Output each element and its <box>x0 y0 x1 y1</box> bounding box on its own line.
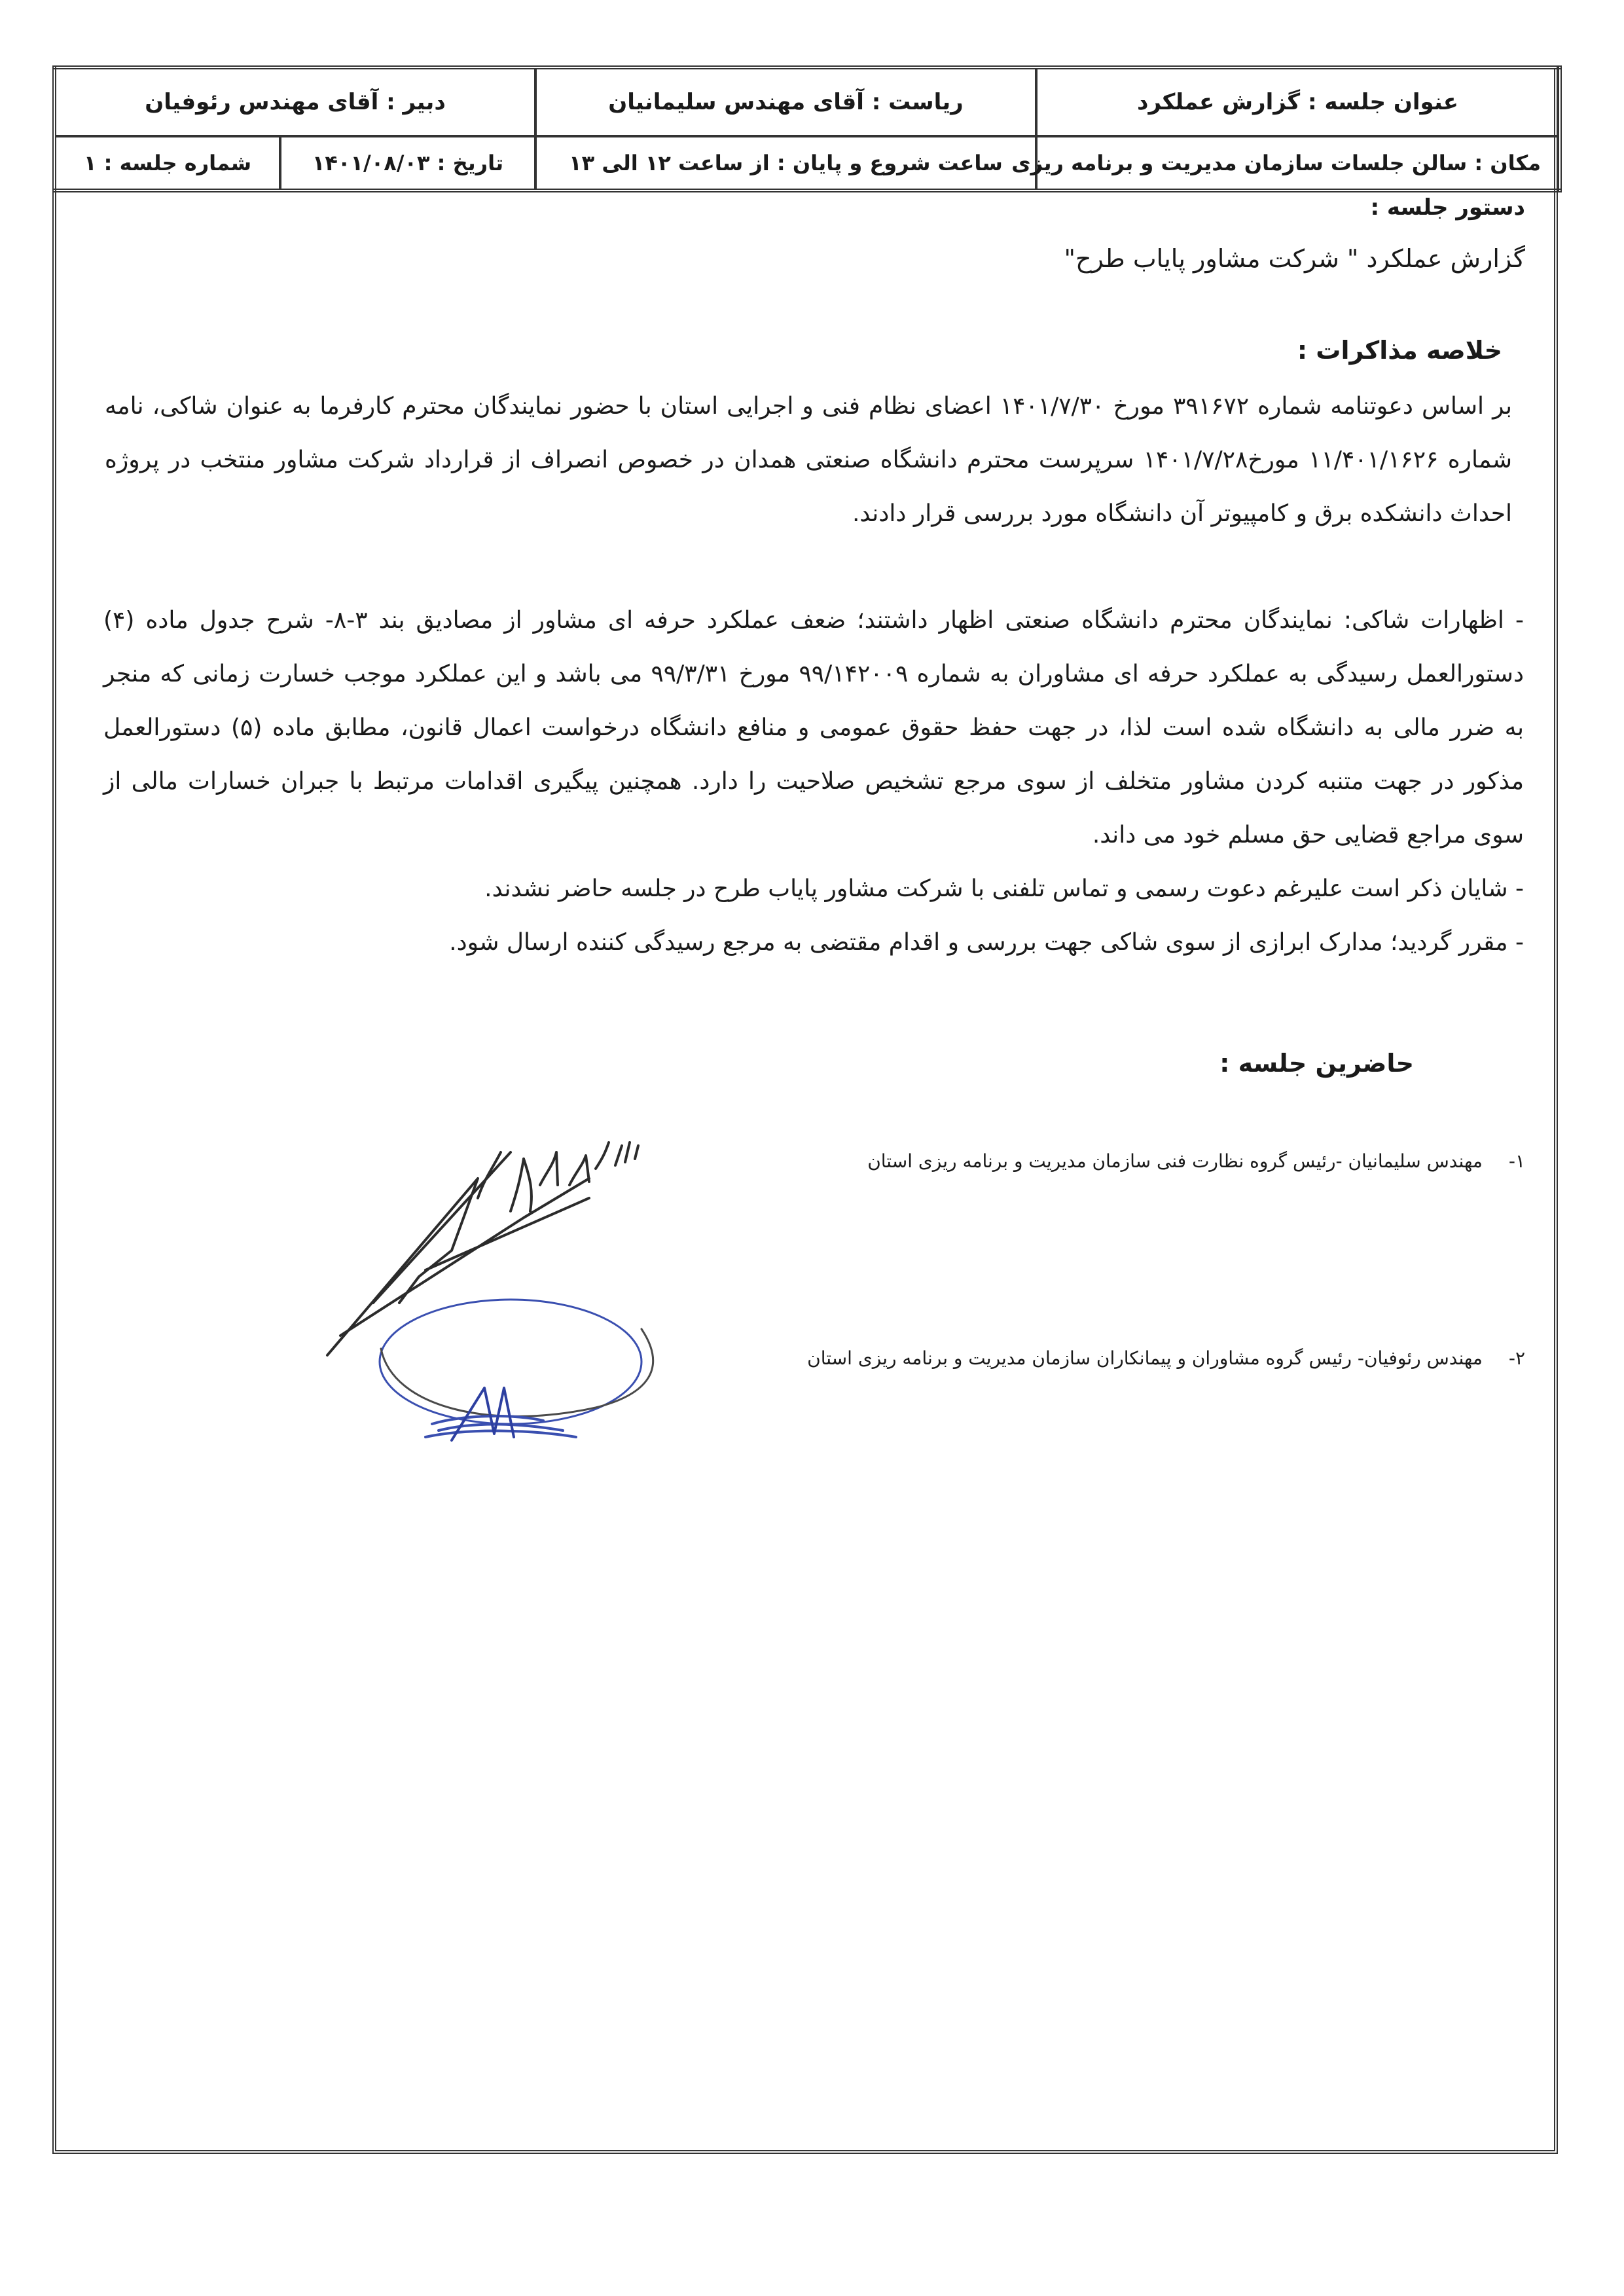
meeting-secretary: دبیر : آقای مهندس رئوفیان <box>54 67 535 136</box>
summary-items <box>103 594 1524 970</box>
agenda-heading: دستور جلسه : <box>1370 194 1525 221</box>
attendee-text: مهندس رئوفیان- رئیس گروه مشاوران و پیمانکاران سازمان مدیریت و برنامه ریزی استان <box>807 1347 1483 1369</box>
attendee-number: ۱- <box>1508 1150 1525 1172</box>
attendee-text: مهندس سلیمانیان -رئیس گروه نظارت فنی سازمان مدیریت و برنامه ریزی استان <box>867 1150 1483 1172</box>
meeting-title: عنوان جلسه : گزارش عملکرد <box>1036 67 1560 136</box>
attendees-heading: حاضرین جلسه : <box>1219 1049 1414 1078</box>
meeting-header-table <box>52 65 1562 192</box>
agenda-text: گزارش عملکرد " شرکت مشاور پایاب طرح" <box>1064 244 1525 273</box>
summary-paragraph: بر اساس دعوتنامه شماره ۳۹۱۶۷۲ مورخ ۱۴۰۱/۷/۳۰ اعضای نظام فنی و اجرایی استان با حضور نمایندگان محترم کارفرما به عنوان شاکی، نامه شماره ۱۱/۴۰۱/۱۶۲۶ مورخ۱۴۰۱/۷/۲۸ سرپرست محترم دانشگاه صنعتی همدان در خصوص انصراف از قرارداد شرکت مشاور منتخب در پروژه احداث دانشکده برق و کامپیوتر آن دانشگاه مورد بررسی قرار دادند. <box>105 393 1512 527</box>
summary-heading: خلاصه مذاکرات : <box>1297 336 1502 365</box>
attendee-item <box>807 1347 1525 1369</box>
decision-item: - مقرر گردید؛ مدارک ابرازی از سوی شاکی جهت بررسی و اقدام مقتضی به مرجع رسیدگی کننده ارسال شود. <box>449 929 1524 956</box>
meeting-chair: ریاست : آقای مهندس سلیمانیان <box>535 67 1036 136</box>
attendee-item <box>867 1150 1525 1172</box>
absence-note: - شایان ذکر است علیرغم دعوت رسمی و تماس تلفنی با شرکت مشاور پایاب طرح در جلسه حاضر نشدند. <box>484 875 1524 902</box>
meeting-location: مکان : سالن جلسات سازمان مدیریت و برنامه ریزی <box>1036 136 1560 191</box>
page-frame <box>52 65 1558 2154</box>
meeting-date: تاریخ : ۱۴۰۱/۰۸/۰۳ <box>280 136 535 191</box>
complainant-statement: - اظهارات شاکی: نمایندگان محترم دانشگاه صنعتی اظهار داشتند؛ ضعف عملکرد حرفه ای مشاور از مصادیق بند ۳-۸- شرح جدول ماده (۴) دستورالعمل رسیدگی به عملکرد حرفه ای مشاوران به شماره ۹۹/۱۴۲۰۰۹ مورخ ۹۹/۳/۳۱ می باشد و این عملکرد موجب خسارت زمانی که منجر به ضرر مالی به دانشگاه شده است لذا، در جهت حفظ حقوق عمومی و منافع دانشگاه درخواست اعمال قانون، مطابق ماده (۵) دستورالعمل مذکور در جهت متنبه کردن مشاور متخلف از سوی مرجع تشخیص صلاحیت را دارد. همچنین پیگیری اقدامات مرتبط با جبران خسارات مالی از سوی مراجع قضایی حق مسلم خود می داند. <box>103 607 1524 848</box>
meeting-time: ساعت شروع و پایان : از ساعت ۱۲ الی ۱۳ <box>535 136 1036 191</box>
attendee-number: ۲- <box>1508 1347 1525 1369</box>
session-number: شماره جلسه : ۱ <box>54 136 280 191</box>
